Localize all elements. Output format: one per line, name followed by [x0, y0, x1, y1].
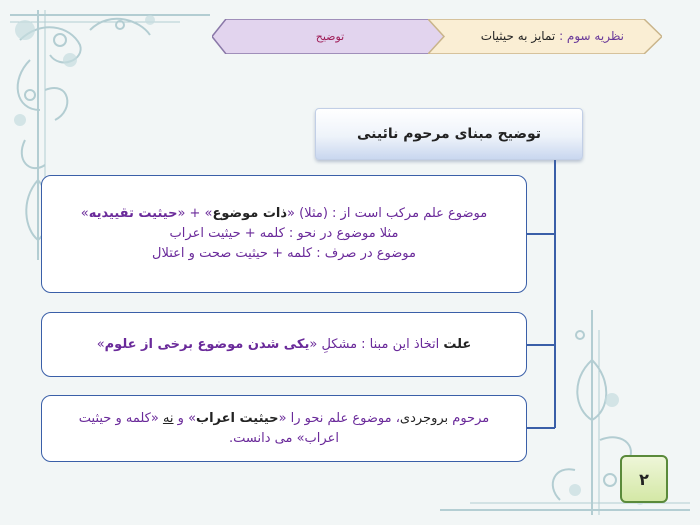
box3-text [64, 409, 504, 449]
box1-line1-part-a: موضوع علم مرکب است از : (مثلا) « [287, 206, 488, 221]
box3-part-g: «کلمه و حیثیت اعراب» می دانست. [78, 410, 339, 446]
title-lead: نظریه سوم : [559, 29, 624, 43]
box3-negation: نه [162, 410, 174, 426]
box2-part-d: » [96, 336, 105, 352]
box1-line1-essence: ذات موضوع [212, 206, 288, 221]
section-heading: توضیح مبنای مرحوم نائینی [315, 108, 583, 160]
content-box-borujerdi [41, 395, 527, 462]
box2-part-b: اتخاذ این مبنا : مشکلِ « [309, 336, 440, 352]
tab-explanation-label: توضیح [315, 30, 345, 43]
box1-line3: موضوع در صرف : کلمه + حیثیت صحت و اعتلال [152, 246, 416, 261]
title-rest: تمایز به حیثیات [480, 29, 556, 43]
page-number-badge: ۲ [620, 455, 668, 503]
content-box-subject-composition [41, 175, 527, 293]
box1-line1-part-e: » [80, 206, 89, 221]
box1-line1-restrictive-aspect: حیثیت تقییدیه [88, 206, 178, 221]
box3-part-a: مرحوم [448, 410, 490, 426]
box3-part-e: » و [173, 410, 197, 426]
box3-name: بروجردی [399, 410, 449, 426]
box2-line [97, 335, 472, 355]
box1-line1-part-c: » + « [177, 206, 213, 221]
box2-problem: یکی شدن موضوع برخی از علوم [104, 336, 310, 352]
box1-line2: مثلا موضوع در نحو : کلمه + حیثیت اعراب [169, 226, 399, 241]
box2-cause-label: علت [443, 336, 472, 352]
box3-part-c: ، موضوع علم نحو را « [278, 410, 400, 426]
box1-line1 [81, 204, 487, 224]
box3-grammar-aspect: حیثیت اعراب [196, 410, 279, 426]
content-box-reason [41, 312, 527, 377]
